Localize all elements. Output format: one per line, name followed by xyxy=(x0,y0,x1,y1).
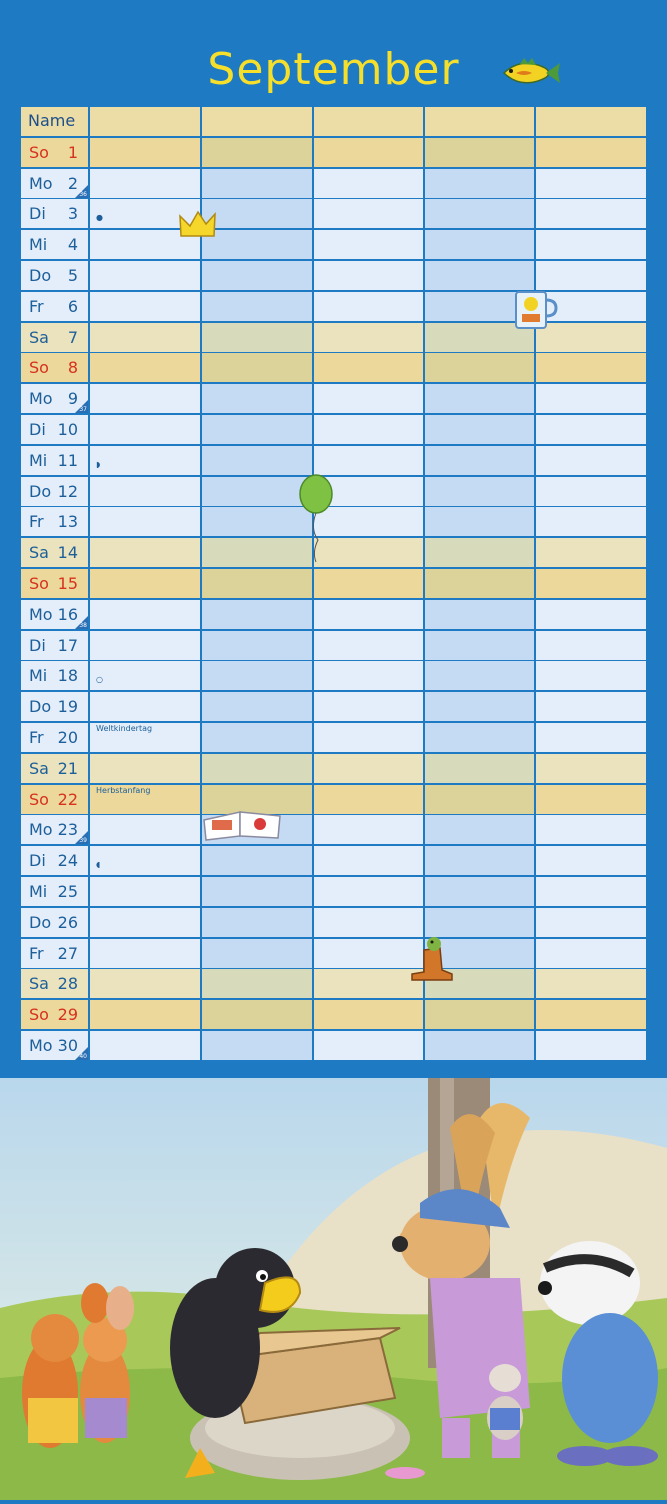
day-of-week: So xyxy=(29,789,49,809)
entry-cell-4[interactable] xyxy=(425,384,534,413)
day-row xyxy=(20,877,647,906)
week-number: 36 xyxy=(79,190,87,198)
entry-cell-5[interactable] xyxy=(536,600,646,629)
entry-cell-4[interactable] xyxy=(425,199,534,228)
entry-cell-3[interactable] xyxy=(314,138,423,167)
day-number: 8 xyxy=(67,358,78,378)
entry-cell-1[interactable] xyxy=(90,415,200,444)
entry-cell-4[interactable] xyxy=(425,169,534,198)
day-number: 14 xyxy=(57,543,78,563)
header-cell-2[interactable] xyxy=(202,107,312,136)
day-of-week: Do xyxy=(29,912,52,932)
entry-cell-4[interactable] xyxy=(425,692,534,721)
day-of-week: Sa xyxy=(29,327,49,347)
entry-cell-4[interactable] xyxy=(425,446,534,475)
fish-icon xyxy=(498,55,562,91)
entry-cell-1[interactable] xyxy=(90,631,200,660)
entry-cell-1[interactable] xyxy=(90,169,200,198)
entry-cell-1[interactable] xyxy=(90,384,200,413)
entry-cell-2[interactable] xyxy=(202,877,312,906)
balloon-icon xyxy=(296,474,336,564)
month-title: September xyxy=(207,44,460,95)
day-number: 26 xyxy=(57,912,78,932)
day-of-week: Mo xyxy=(29,173,53,193)
day-label-cell xyxy=(21,877,88,906)
day-number: 29 xyxy=(57,1005,78,1025)
entry-cell-5[interactable] xyxy=(536,384,646,413)
entry-cell-5[interactable] xyxy=(536,969,646,998)
entry-cell-2[interactable] xyxy=(202,384,312,413)
entry-cell-3[interactable] xyxy=(314,631,423,660)
day-label-cell xyxy=(21,353,88,382)
entry-cell-2[interactable] xyxy=(202,754,312,783)
day-number: 20 xyxy=(57,728,78,747)
day-of-week: So xyxy=(29,142,49,162)
day-label-cell xyxy=(21,446,88,475)
entry-cell-5[interactable] xyxy=(536,507,646,536)
entry-cell-3[interactable] xyxy=(314,415,423,444)
day-row xyxy=(20,939,647,968)
day-row xyxy=(20,353,647,382)
week-number: 37 xyxy=(79,406,87,414)
entry-cell-2[interactable] xyxy=(202,353,312,382)
day-of-week: Mi xyxy=(29,666,48,686)
entry-cell-2[interactable] xyxy=(202,446,312,475)
header-row xyxy=(20,107,647,136)
entry-cell-3[interactable] xyxy=(314,754,423,783)
entry-cell-3[interactable] xyxy=(314,661,423,690)
day-number: 1 xyxy=(67,142,78,162)
entry-cell-3[interactable] xyxy=(314,1031,423,1060)
entry-cell-4[interactable] xyxy=(425,353,534,382)
day-of-week: Mo xyxy=(29,820,53,840)
entry-cell-1[interactable] xyxy=(90,1031,200,1060)
day-label-cell xyxy=(21,169,88,198)
day-row xyxy=(20,230,647,259)
crown-icon xyxy=(178,208,218,240)
day-label-cell xyxy=(21,230,88,259)
entry-cell-4[interactable] xyxy=(425,815,534,844)
entry-cell-5[interactable] xyxy=(536,569,646,598)
entry-cell-5[interactable] xyxy=(536,785,646,814)
entry-cell-1[interactable] xyxy=(90,138,200,167)
illustration-scene xyxy=(0,1078,667,1500)
entry-cell-4[interactable] xyxy=(425,507,534,536)
open-book-icon xyxy=(200,806,284,842)
day-row xyxy=(20,384,647,413)
day-number: 19 xyxy=(57,697,78,717)
day-row xyxy=(20,692,647,721)
day-label-cell xyxy=(21,538,88,567)
day-label-cell xyxy=(21,723,88,752)
day-label-cell xyxy=(21,631,88,660)
day-label-cell xyxy=(21,138,88,167)
day-number: 24 xyxy=(57,851,78,871)
entry-cell-5[interactable] xyxy=(536,230,646,259)
entry-cell-5[interactable] xyxy=(536,661,646,690)
entry-cell-2[interactable] xyxy=(202,323,312,352)
day-row xyxy=(20,1000,647,1029)
entry-cell-3[interactable] xyxy=(314,323,423,352)
entry-cell-1[interactable] xyxy=(90,477,200,506)
entry-cell-1[interactable] xyxy=(90,538,200,567)
day-of-week: So xyxy=(29,574,49,593)
entry-cell-1[interactable] xyxy=(90,292,200,321)
entry-cell-1[interactable] xyxy=(90,1000,200,1029)
entry-cell-3[interactable] xyxy=(314,292,423,321)
day-label-cell xyxy=(21,199,88,228)
day-of-week: Sa xyxy=(29,974,49,994)
day-label-cell xyxy=(21,785,88,814)
entry-cell-3[interactable] xyxy=(314,815,423,844)
header-cell-5[interactable] xyxy=(536,107,646,136)
entry-cell-3[interactable] xyxy=(314,169,423,198)
day-number: 25 xyxy=(57,882,78,901)
day-label-cell xyxy=(21,600,88,629)
day-of-week: Di xyxy=(29,420,46,439)
entry-cell-1[interactable] xyxy=(90,969,200,998)
entry-cell-4[interactable] xyxy=(425,477,534,506)
entry-cell-2[interactable] xyxy=(202,230,312,259)
entry-cell-2[interactable] xyxy=(202,661,312,690)
day-of-week: Di xyxy=(29,851,46,871)
day-row xyxy=(20,754,647,783)
day-number: 5 xyxy=(67,266,78,285)
entry-cell-2[interactable] xyxy=(202,908,312,937)
header-cell-4[interactable] xyxy=(425,107,534,136)
entry-cell-2[interactable] xyxy=(202,261,312,290)
day-number: 12 xyxy=(57,481,78,501)
entry-cell-1[interactable] xyxy=(90,846,200,875)
day-label-cell xyxy=(21,969,88,998)
day-label-cell xyxy=(21,384,88,413)
day-number: 16 xyxy=(57,604,78,624)
day-label-cell xyxy=(21,754,88,783)
day-row xyxy=(20,1031,647,1060)
day-row xyxy=(20,846,647,875)
entry-cell-2[interactable] xyxy=(202,692,312,721)
day-row xyxy=(20,199,647,228)
entry-cell-5[interactable] xyxy=(536,138,646,167)
entry-cell-2[interactable] xyxy=(202,969,312,998)
entry-cell-3[interactable] xyxy=(314,846,423,875)
entry-cell-2[interactable] xyxy=(202,723,312,752)
day-number: 4 xyxy=(67,235,78,255)
entry-cell-4[interactable] xyxy=(425,877,534,906)
entry-cell-1[interactable] xyxy=(90,754,200,783)
day-number: 17 xyxy=(57,635,78,655)
entry-cell-5[interactable] xyxy=(536,908,646,937)
entry-cell-1[interactable] xyxy=(90,600,200,629)
moon-phase-icon: ● xyxy=(96,213,103,223)
day-label-cell xyxy=(21,507,88,536)
day-label-cell xyxy=(21,1031,88,1060)
day-label-cell xyxy=(21,908,88,937)
day-of-week: Mi xyxy=(29,235,48,255)
entry-cell-4[interactable] xyxy=(425,1031,534,1060)
entry-cell-2[interactable] xyxy=(202,169,312,198)
day-number: 27 xyxy=(57,943,78,963)
entry-cell-1[interactable] xyxy=(90,261,200,290)
scene-illustration xyxy=(0,1078,667,1500)
day-row xyxy=(20,446,647,475)
entry-cell-5[interactable] xyxy=(536,169,646,198)
day-number: 22 xyxy=(57,789,78,809)
day-label-cell xyxy=(21,939,88,968)
entry-cell-5[interactable] xyxy=(536,631,646,660)
moon-phase-icon: ○ xyxy=(96,675,103,685)
entry-cell-2[interactable] xyxy=(202,1031,312,1060)
entry-cell-1[interactable] xyxy=(90,908,200,937)
day-label-cell xyxy=(21,415,88,444)
boot-icon xyxy=(406,934,456,984)
entry-cell-1[interactable] xyxy=(90,569,200,598)
day-of-week: Di xyxy=(29,635,46,655)
day-label-cell xyxy=(21,1000,88,1029)
entry-cell-5[interactable] xyxy=(536,446,646,475)
day-of-week: Do xyxy=(29,266,52,285)
week-number: 40 xyxy=(79,1053,87,1060)
day-number: 30 xyxy=(57,1036,78,1055)
header-cell-3[interactable] xyxy=(314,107,423,136)
entry-cell-3[interactable] xyxy=(314,723,423,752)
entry-cell-5[interactable] xyxy=(536,846,646,875)
day-of-week: Fr xyxy=(29,728,44,747)
day-number: 13 xyxy=(57,512,78,532)
day-of-week: Fr xyxy=(29,943,44,963)
entry-cell-4[interactable] xyxy=(425,661,534,690)
day-label-cell xyxy=(21,815,88,844)
entry-cell-4[interactable] xyxy=(425,230,534,259)
day-of-week: Sa xyxy=(29,758,49,778)
day-number: 6 xyxy=(67,296,78,316)
day-number: 2 xyxy=(67,173,78,193)
day-number: 10 xyxy=(57,420,78,439)
day-number: 28 xyxy=(57,974,78,994)
entry-cell-5[interactable] xyxy=(536,692,646,721)
day-of-week: So xyxy=(29,358,49,378)
entry-cell-1[interactable] xyxy=(90,939,200,968)
day-of-week: Di xyxy=(29,204,46,224)
day-row xyxy=(20,969,647,998)
entry-cell-5[interactable] xyxy=(536,939,646,968)
entry-cell-2[interactable] xyxy=(202,631,312,660)
entry-cell-1[interactable] xyxy=(90,446,200,475)
entry-cell-2[interactable] xyxy=(202,138,312,167)
entry-cell-1[interactable] xyxy=(90,507,200,536)
day-note: Herbstanfang xyxy=(96,785,151,795)
entry-cell-4[interactable] xyxy=(425,631,534,660)
day-label-cell xyxy=(21,292,88,321)
entry-cell-2[interactable] xyxy=(202,292,312,321)
entry-cell-1[interactable] xyxy=(90,353,200,382)
day-row xyxy=(20,723,647,752)
day-of-week: Mi xyxy=(29,882,48,901)
day-number: 15 xyxy=(57,574,78,593)
day-label-cell xyxy=(21,692,88,721)
day-number: 18 xyxy=(57,666,78,686)
day-of-week: Do xyxy=(29,697,52,717)
day-number: 23 xyxy=(57,820,78,840)
day-of-week: Mo xyxy=(29,389,53,409)
day-number: 9 xyxy=(67,389,78,409)
entry-cell-4[interactable] xyxy=(425,846,534,875)
header-cell-1[interactable] xyxy=(90,107,200,136)
entry-cell-1[interactable] xyxy=(90,692,200,721)
day-label-cell xyxy=(21,261,88,290)
entry-cell-4[interactable] xyxy=(425,754,534,783)
moon-phase-icon: ◗ xyxy=(96,459,101,469)
day-number: 21 xyxy=(57,758,78,778)
day-row xyxy=(20,415,647,444)
entry-cell-2[interactable] xyxy=(202,939,312,968)
entry-cell-3[interactable] xyxy=(314,261,423,290)
day-of-week: Mo xyxy=(29,1036,53,1055)
day-row xyxy=(20,661,647,690)
day-label-cell xyxy=(21,846,88,875)
day-row xyxy=(20,785,647,814)
day-label-cell xyxy=(21,569,88,598)
entry-cell-2[interactable] xyxy=(202,199,312,228)
entry-cell-5[interactable] xyxy=(536,754,646,783)
day-of-week: Sa xyxy=(29,543,49,563)
mug-icon xyxy=(512,286,558,332)
day-number: 7 xyxy=(67,327,78,347)
entry-cell-5[interactable] xyxy=(536,815,646,844)
entry-cell-3[interactable] xyxy=(314,353,423,382)
day-of-week: Do xyxy=(29,481,52,501)
entry-cell-4[interactable] xyxy=(425,908,534,937)
day-of-week: Mo xyxy=(29,604,53,624)
entry-cell-5[interactable] xyxy=(536,723,646,752)
day-of-week: Fr xyxy=(29,296,44,316)
day-row xyxy=(20,169,647,198)
day-row xyxy=(20,908,647,937)
entry-cell-3[interactable] xyxy=(314,199,423,228)
entry-cell-5[interactable] xyxy=(536,477,646,506)
day-row xyxy=(20,631,647,660)
entry-cell-3[interactable] xyxy=(314,446,423,475)
day-label-cell xyxy=(21,323,88,352)
day-of-week: Mi xyxy=(29,450,48,470)
entry-cell-4[interactable] xyxy=(425,1000,534,1029)
entry-cell-2[interactable] xyxy=(202,846,312,875)
week-number: 38 xyxy=(79,621,87,629)
day-of-week: Fr xyxy=(29,512,44,532)
entry-cell-1[interactable] xyxy=(90,661,200,690)
entry-cell-5[interactable] xyxy=(536,199,646,228)
entry-cell-4[interactable] xyxy=(425,415,534,444)
entry-cell-2[interactable] xyxy=(202,600,312,629)
entry-cell-5[interactable] xyxy=(536,538,646,567)
day-row xyxy=(20,815,647,844)
entry-cell-2[interactable] xyxy=(202,1000,312,1029)
day-number: 3 xyxy=(67,204,78,224)
entry-cell-4[interactable] xyxy=(425,538,534,567)
entry-cell-5[interactable] xyxy=(536,1031,646,1060)
day-note: Weltkindertag xyxy=(96,724,153,733)
entry-cell-1[interactable] xyxy=(90,815,200,844)
entry-cell-5[interactable] xyxy=(536,1000,646,1029)
entry-cell-2[interactable] xyxy=(202,415,312,444)
entry-cell-3[interactable] xyxy=(314,692,423,721)
day-label-cell xyxy=(21,661,88,690)
moon-phase-icon: ◖ xyxy=(96,860,101,870)
entry-cell-4[interactable] xyxy=(425,138,534,167)
entry-cell-3[interactable] xyxy=(314,569,423,598)
day-of-week: So xyxy=(29,1005,49,1025)
day-row xyxy=(20,569,647,598)
day-number: 11 xyxy=(57,450,78,470)
entry-cell-5[interactable] xyxy=(536,353,646,382)
calendar-grid xyxy=(20,107,647,1062)
day-label-cell xyxy=(21,477,88,506)
entry-cell-5[interactable] xyxy=(536,415,646,444)
name-header-cell xyxy=(21,107,88,136)
entry-cell-3[interactable] xyxy=(314,877,423,906)
name-header-label: Name xyxy=(28,111,76,130)
entry-cell-2[interactable] xyxy=(202,569,312,598)
entry-cell-1[interactable] xyxy=(90,323,200,352)
day-row xyxy=(20,138,647,167)
week-number: 39 xyxy=(79,837,87,845)
entry-cell-4[interactable] xyxy=(425,569,534,598)
entry-cell-3[interactable] xyxy=(314,1000,423,1029)
entry-cell-3[interactable] xyxy=(314,230,423,259)
entry-cell-3[interactable] xyxy=(314,384,423,413)
entry-cell-3[interactable] xyxy=(314,600,423,629)
entry-cell-4[interactable] xyxy=(425,600,534,629)
entry-cell-5[interactable] xyxy=(536,877,646,906)
entry-cell-3[interactable] xyxy=(314,908,423,937)
day-row xyxy=(20,600,647,629)
entry-cell-4[interactable] xyxy=(425,723,534,752)
entry-cell-1[interactable] xyxy=(90,877,200,906)
entry-cell-3[interactable] xyxy=(314,785,423,814)
entry-cell-4[interactable] xyxy=(425,785,534,814)
